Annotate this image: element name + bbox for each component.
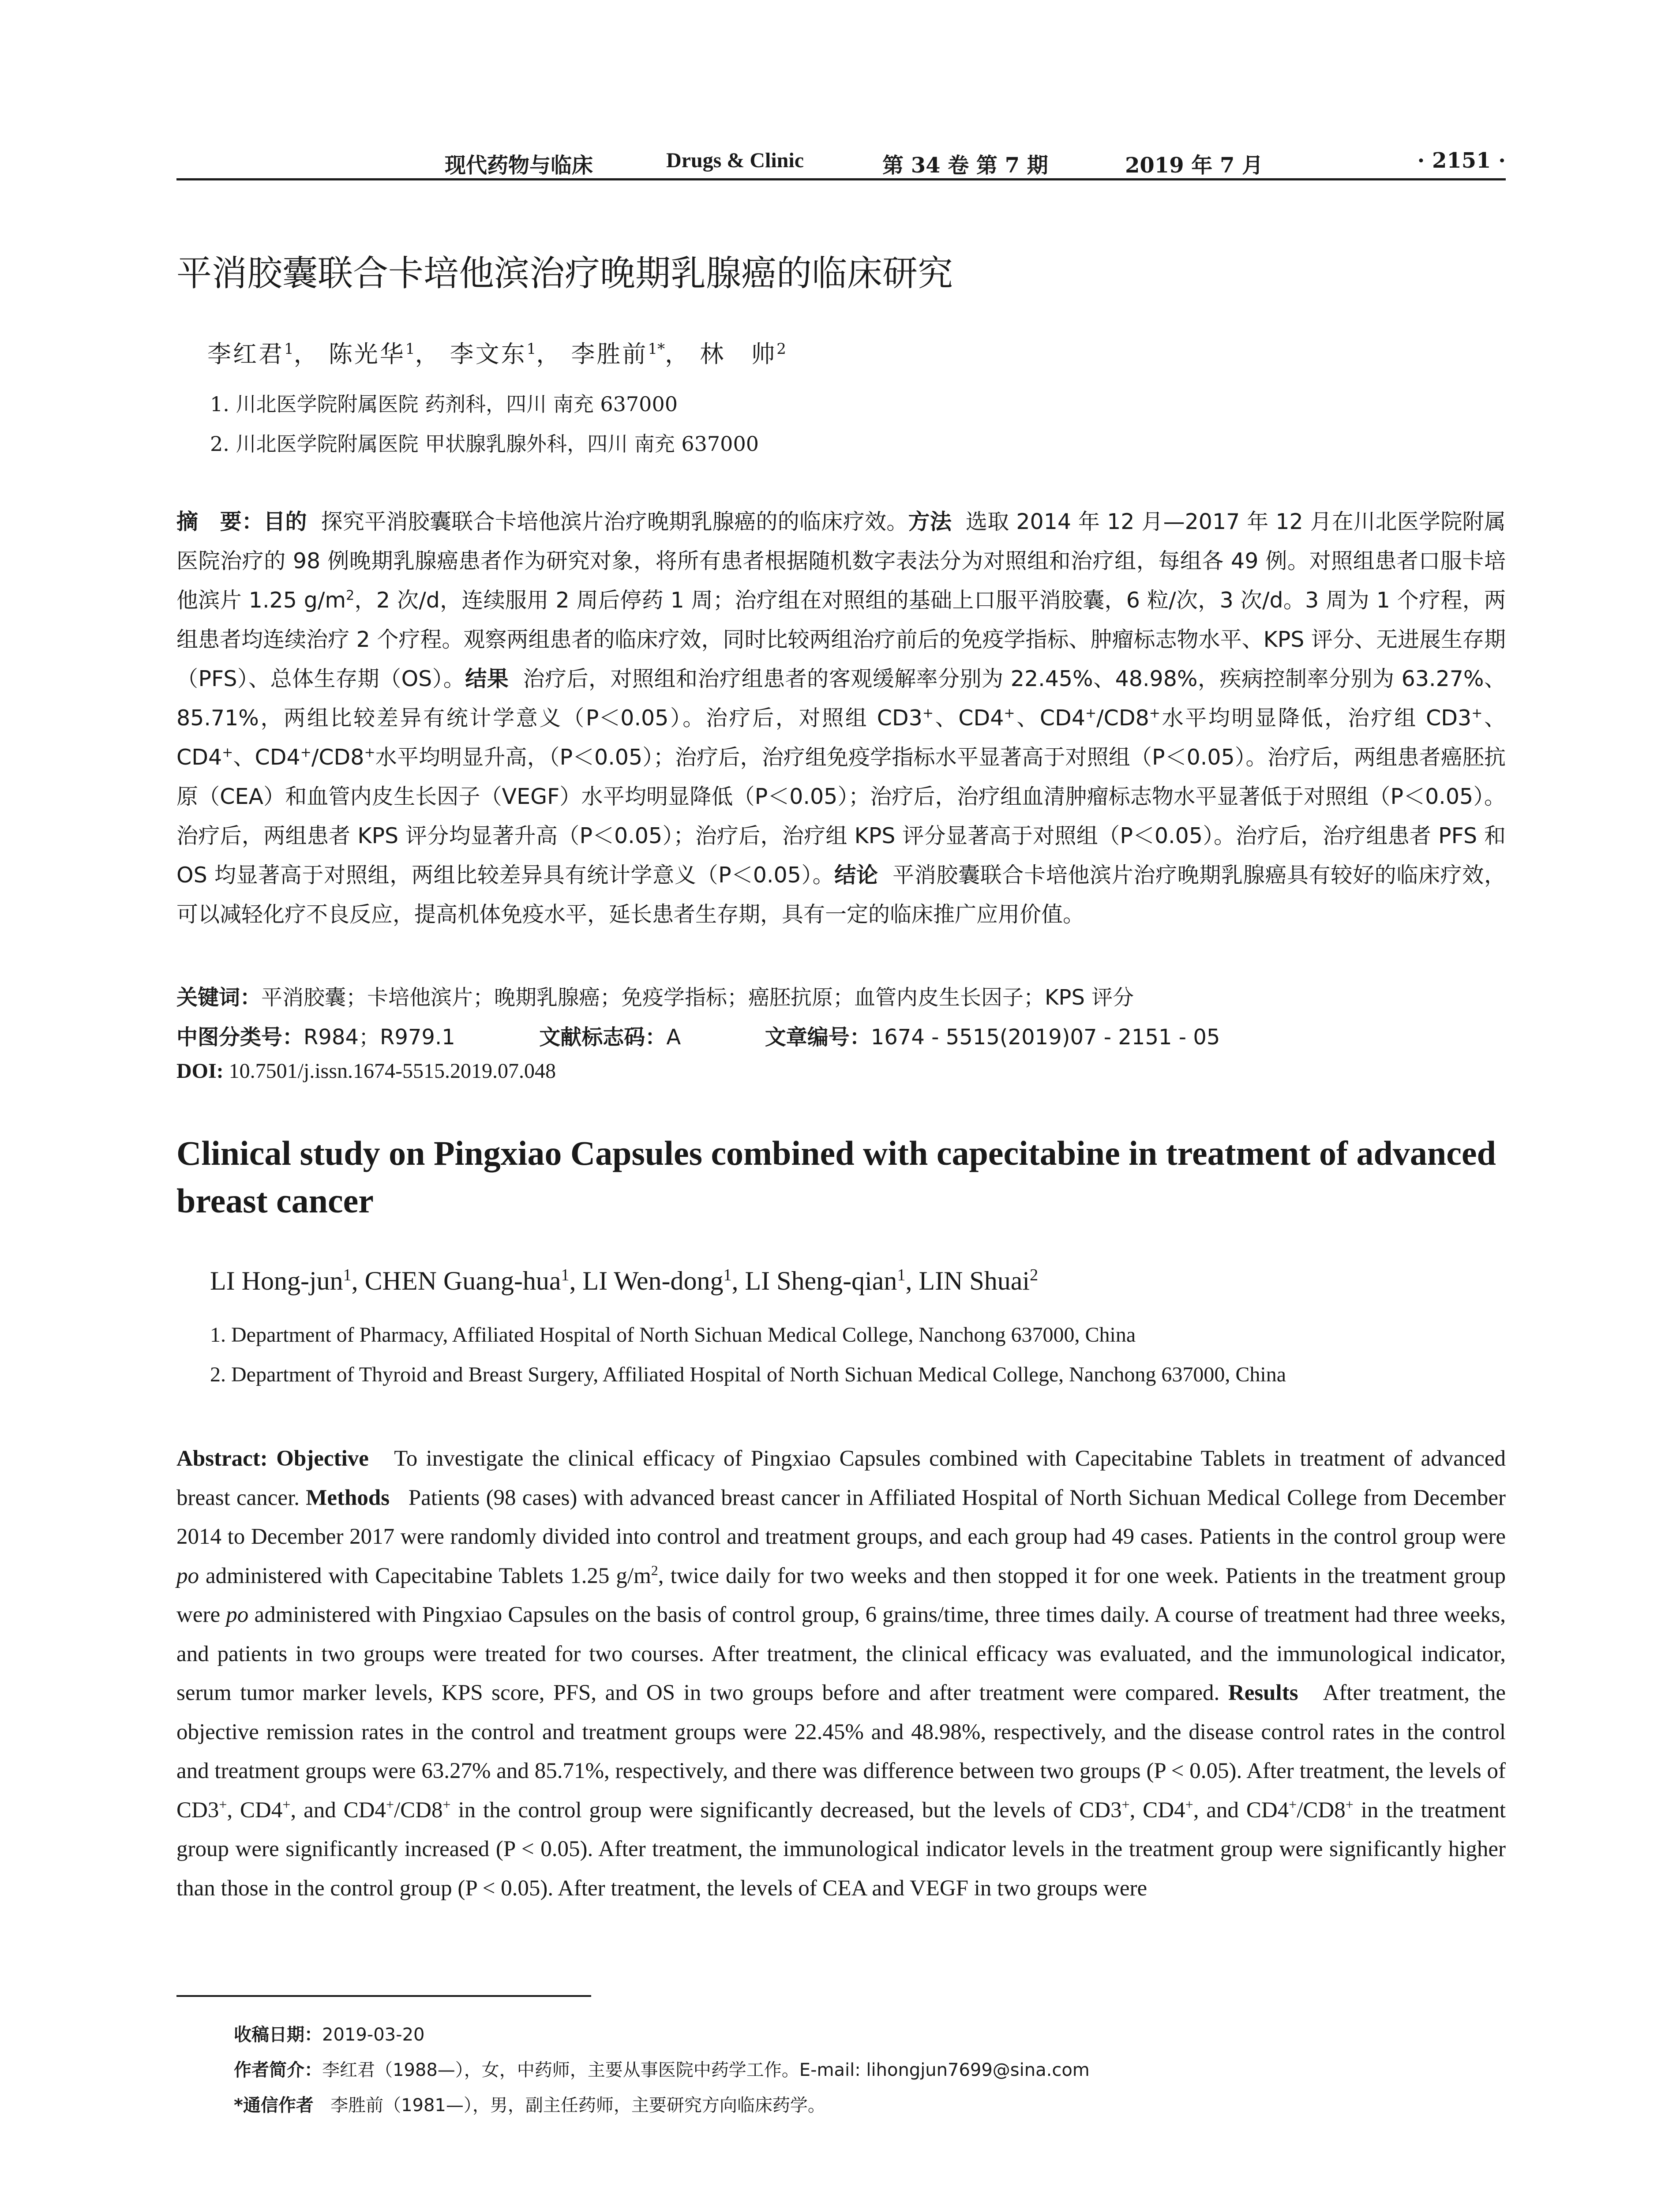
article-title-en: Clinical study on Pingxiao Capsules combined with capecitabine in treatment of advanced breast cancer: [176, 1134, 1496, 1220]
superscript: +: [1004, 705, 1015, 721]
clc-label: 中图分类号：: [176, 1025, 304, 1050]
author-name: 林 帅: [700, 340, 777, 368]
methods-label: Methods: [306, 1485, 390, 1510]
author-name: 李红君: [207, 340, 284, 368]
results-label: 结果: [465, 666, 509, 691]
results-text: , CD4: [227, 1797, 283, 1823]
superscript: +: [219, 1796, 227, 1812]
route-abbrev: po: [176, 1563, 199, 1588]
header-rule: [176, 178, 1506, 180]
document-code-label: 文献标志码：: [539, 1025, 667, 1050]
keywords-text: 平消胶囊；卡培他滨片；晚期乳腺癌；免疫学指标；癌胚抗原；血管内皮生长因子；KPS 评分: [261, 985, 1134, 1010]
received-label: 收稿日期：: [234, 2025, 322, 2045]
journal-name-en: Drugs & Clinic: [666, 149, 804, 172]
running-header: [176, 140, 1506, 176]
author-affiliation-mark: 1: [561, 1266, 570, 1284]
superscript: +: [222, 745, 233, 761]
doi-label: DOI:: [176, 1059, 224, 1083]
objective-text: 探究平消胶囊联合卡培他滨片治疗晚期乳腺癌的的临床疗效。: [321, 509, 908, 534]
article-number-label: 文章编号：: [765, 1025, 871, 1050]
methods-text: 选取 2014 年 12 月—2017 年 12 月在川北医学院附属医院治疗的 98 例晚期乳腺癌患者作为研究对象，将所有患者根据随机数字表法分为对照组和治疗组，每组各 49 例。对照组患者口服卡培他滨片 1.25 g/m: [176, 509, 1506, 613]
author-list-cn: 李红君$^1$， 陈光华$^1$， 李文东$^1$， 李胜前$^{1*}$， 林 帅$^2$: [207, 340, 786, 368]
author-list-en: LI Hong-jun$^1$, CHEN Guang-hua$^1$, LI Wen-dong$^1$, LI Sheng-qian$^1$, LIN Shuai$^2$: [210, 1266, 1039, 1295]
corresponding-label: *通信作者: [234, 2095, 314, 2116]
author-affiliation-mark: 1: [405, 340, 415, 358]
superscript: +: [300, 745, 311, 761]
abstract-cn: [176, 502, 1506, 934]
route-abbrev: po: [226, 1602, 249, 1627]
abstract-label: Abstract:: [176, 1446, 268, 1471]
abstract-label: 摘 要：: [176, 509, 264, 534]
classification-line: [176, 1020, 1220, 1050]
author-affiliation-mark: 1: [723, 1266, 732, 1284]
author-name: LIN Shuai: [919, 1266, 1030, 1295]
author-affiliation-mark: 2: [1030, 1266, 1039, 1284]
author-affiliation-mark: 1: [526, 340, 536, 358]
superscript: +: [1121, 1796, 1130, 1812]
page-number: · 2151 ·: [1417, 148, 1506, 173]
results-text: /CD8: [311, 745, 364, 770]
doi-line: [176, 1059, 556, 1083]
superscript: +: [442, 1796, 451, 1812]
affiliation-en-2: 2. Department of Thyroid and Breast Surgery, Affiliated Hospital of North Sichuan Medical College, Nanchong 637000, China: [210, 1363, 1286, 1386]
results-text: 水平均明显降低，治疗组 CD3: [1160, 705, 1472, 731]
conclusion-label: 结论: [834, 863, 878, 888]
footnote-received: [234, 2021, 424, 2046]
footnote-corresponding: [234, 2091, 825, 2116]
results-text: , CD4: [1129, 1797, 1185, 1823]
author-name: 李胜前: [571, 340, 648, 368]
superscript: +: [364, 745, 375, 761]
clc-value: R984；R979.1: [304, 1025, 455, 1050]
results-label: Results: [1228, 1681, 1298, 1705]
author-name: 李文东: [450, 340, 527, 368]
superscript: 2: [651, 1562, 658, 1578]
objective-label: 目的: [263, 509, 307, 534]
methods-text: , twice daily for two weeks and then stopped it for one week. Patients in the treatment group were: [176, 1563, 1506, 1627]
results-text: 、CD4: [933, 705, 1004, 731]
results-text: 治疗后，对照组和治疗组患者的客观缓解率分别为 22.45%、48.98%，疾病控制率分别为 63.27%、85.71%，两组比较差异有统计学意义（P＜0.05）。治疗后，对照组 CD3: [176, 666, 1506, 731]
results-text: , and CD4: [1193, 1797, 1289, 1823]
results-text: 、CD4: [233, 745, 300, 770]
results-text: /CD8: [1297, 1797, 1346, 1823]
author-name: CHEN Guang-hua: [364, 1266, 561, 1295]
results-text: After treatment, the objective remission rates in the control and treatment groups were 22.45% and 48.98%, respectively, and the disease control rates in the control and treatment groups were 63.27% and 85.71%, respectively, and there was difference between two groups (P < 0.05). After treatment, the levels of CD3: [176, 1681, 1506, 1823]
author-affiliation-mark: 1: [897, 1266, 906, 1284]
objective-text: To investigate the clinical efficacy of Pingxiao Capsules combined with Capecitabine Tablets in treatment of advanced breast cancer.: [176, 1446, 1506, 1510]
superscript: +: [1289, 1796, 1297, 1812]
keywords-label: 关键词：: [176, 985, 262, 1010]
methods-label: 方法: [908, 509, 952, 534]
methods-text: administered with Pingxiao Capsules on the basis of control group, 6 grains/time, three times daily. A course of treatment had three weeks, and patients in two groups were treated for two courses. After treatment, the clinical efficacy was evaluated, and the immunological indicator, serum tumor marker levels, KPS score, PFS, and OS in two groups before and after treatment were compared.: [176, 1602, 1506, 1705]
methods-text: Patients (98 cases) with advanced breast cancer in Affiliated Hospital of North Sichuan Medical College from December 2014 to December 2017 were randomly divided into control and treatment groups, and each group had 49 cases. Patients in the control group were: [176, 1485, 1506, 1549]
superscript: +: [1345, 1796, 1354, 1812]
affiliation-cn-2: 2. 川北医学院附属医院 甲状腺乳腺外科，四川 南充 637000: [210, 432, 759, 456]
superscript: +: [282, 1796, 291, 1812]
results-text: /CD8: [1096, 705, 1149, 731]
received-date: 2019-03-20: [322, 2025, 425, 2045]
superscript: +: [1085, 705, 1097, 721]
author-affiliation-mark: 1: [343, 1266, 352, 1284]
article-number-value: 1674 - 5515(2019)07 - 2151 - 05: [870, 1025, 1220, 1050]
footnote-rule: [176, 1995, 591, 1997]
keywords-line: [176, 980, 1134, 1011]
author-name: LI Sheng-qian: [745, 1266, 897, 1295]
results-text: 、CD4: [1015, 705, 1086, 731]
bio-label: 作者简介：: [234, 2060, 322, 2080]
volume-issue: 第 34 卷 第 7 期: [882, 153, 1048, 178]
author-affiliation-mark: 1: [284, 340, 294, 358]
bio-text: 李红君（1988—），女，中药师，主要从事医院中药学工作。E-mail: lihongjun7699@sina.com: [322, 2060, 1090, 2080]
issue-date: 2019 年 7 月: [1125, 153, 1264, 178]
results-text: 、CD4: [176, 705, 1506, 770]
author-affiliation-mark: 2: [776, 340, 786, 358]
journal-name-cn: 现代药物与临床: [445, 153, 593, 178]
objective-label: Objective: [276, 1446, 369, 1471]
superscript: 2: [346, 588, 355, 604]
superscript: +: [1149, 705, 1160, 721]
author-name: 陈光华: [328, 340, 405, 368]
author-name: LI Wen-dong: [582, 1266, 724, 1295]
superscript: +: [1471, 705, 1483, 721]
doi-link[interactable]: 10.7501/j.issn.1674-5515.2019.07.048: [229, 1059, 556, 1083]
superscript: +: [922, 705, 934, 721]
author-name: LI Hong-jun: [210, 1266, 343, 1295]
document-code-value: A: [666, 1025, 681, 1050]
affiliation-en-1: 1. Department of Pharmacy, Affiliated Hospital of North Sichuan Medical College, Nanchong 637000, China: [210, 1323, 1136, 1347]
results-text: in the treatment group were significantly increased (P < 0.05). After treatment, the immunological indicator levels in the treatment group were significantly higher than those in the control group (P < 0.05). After treatment, the levels of CEA and VEGF in two groups were: [176, 1797, 1506, 1901]
results-text: , and CD4: [290, 1797, 386, 1823]
article-title-cn: 平消胶囊联合卡培他滨治疗晚期乳腺癌的临床研究: [176, 253, 953, 294]
corresponding-text: 李胜前（1981—），男，副主任药师，主要研究方向临床药学。: [330, 2095, 825, 2116]
results-text: in the control group were significantly decreased, but the levels of CD3: [458, 1797, 1122, 1823]
superscript: +: [1185, 1796, 1193, 1812]
footnote-author-bio: [234, 2056, 1090, 2081]
methods-text: ，2 次/d，连续服用 2 周后停药 1 周；治疗组在对照组的基础上口服平消胶囊，6 粒/次，3 次/d。3 周为 1 个疗程，两组患者均连续治疗 2 个疗程。观察两组患者的临床疗效，同时比较两组治疗前后的免疫学指标、肿瘤标志物水平、KPS 评分、无进展生存期（PFS）、总体生存期（OS）。: [176, 588, 1506, 691]
methods-text: administered with Capecitabine Tablets 1.25 g/m: [206, 1563, 651, 1588]
affiliation-cn-1: 1. 川北医学院附属医院 药剂科，四川 南充 637000: [210, 392, 678, 416]
author-affiliation-mark: 1*: [648, 340, 665, 358]
superscript: +: [386, 1796, 394, 1812]
results-text: /CD8: [394, 1797, 443, 1823]
results-text: 水平均明显升高，（P＜0.05）；治疗后，治疗组免疫学指标水平显著高于对照组（P＜0.05）。治疗后，两组患者癌胚抗原（CEA）和血管内皮生长因子（VEGF）水平均明显降低（P＜0.05）；治疗后，治疗组血清肿瘤标志物水平显著低于对照组（P＜0.05）。治疗后，两组患者 KPS 评分均显著升高（P＜0.05）；治疗后，治疗组 KPS 评分显著高于对照组（P＜0.05）。治疗后，治疗组患者 PFS 和 OS 均显著高于对照组，两组比较差异具有统计学意义（P＜0.05）。: [176, 745, 1506, 888]
abstract-en: [176, 1439, 1506, 1908]
conclusion-text: 平消胶囊联合卡培他滨片治疗晚期乳腺癌具有较好的临床疗效，可以减轻化疗不良反应，提高机体免疫水平，延长患者生存期，具有一定的临床推广应用价值。: [176, 863, 1506, 927]
